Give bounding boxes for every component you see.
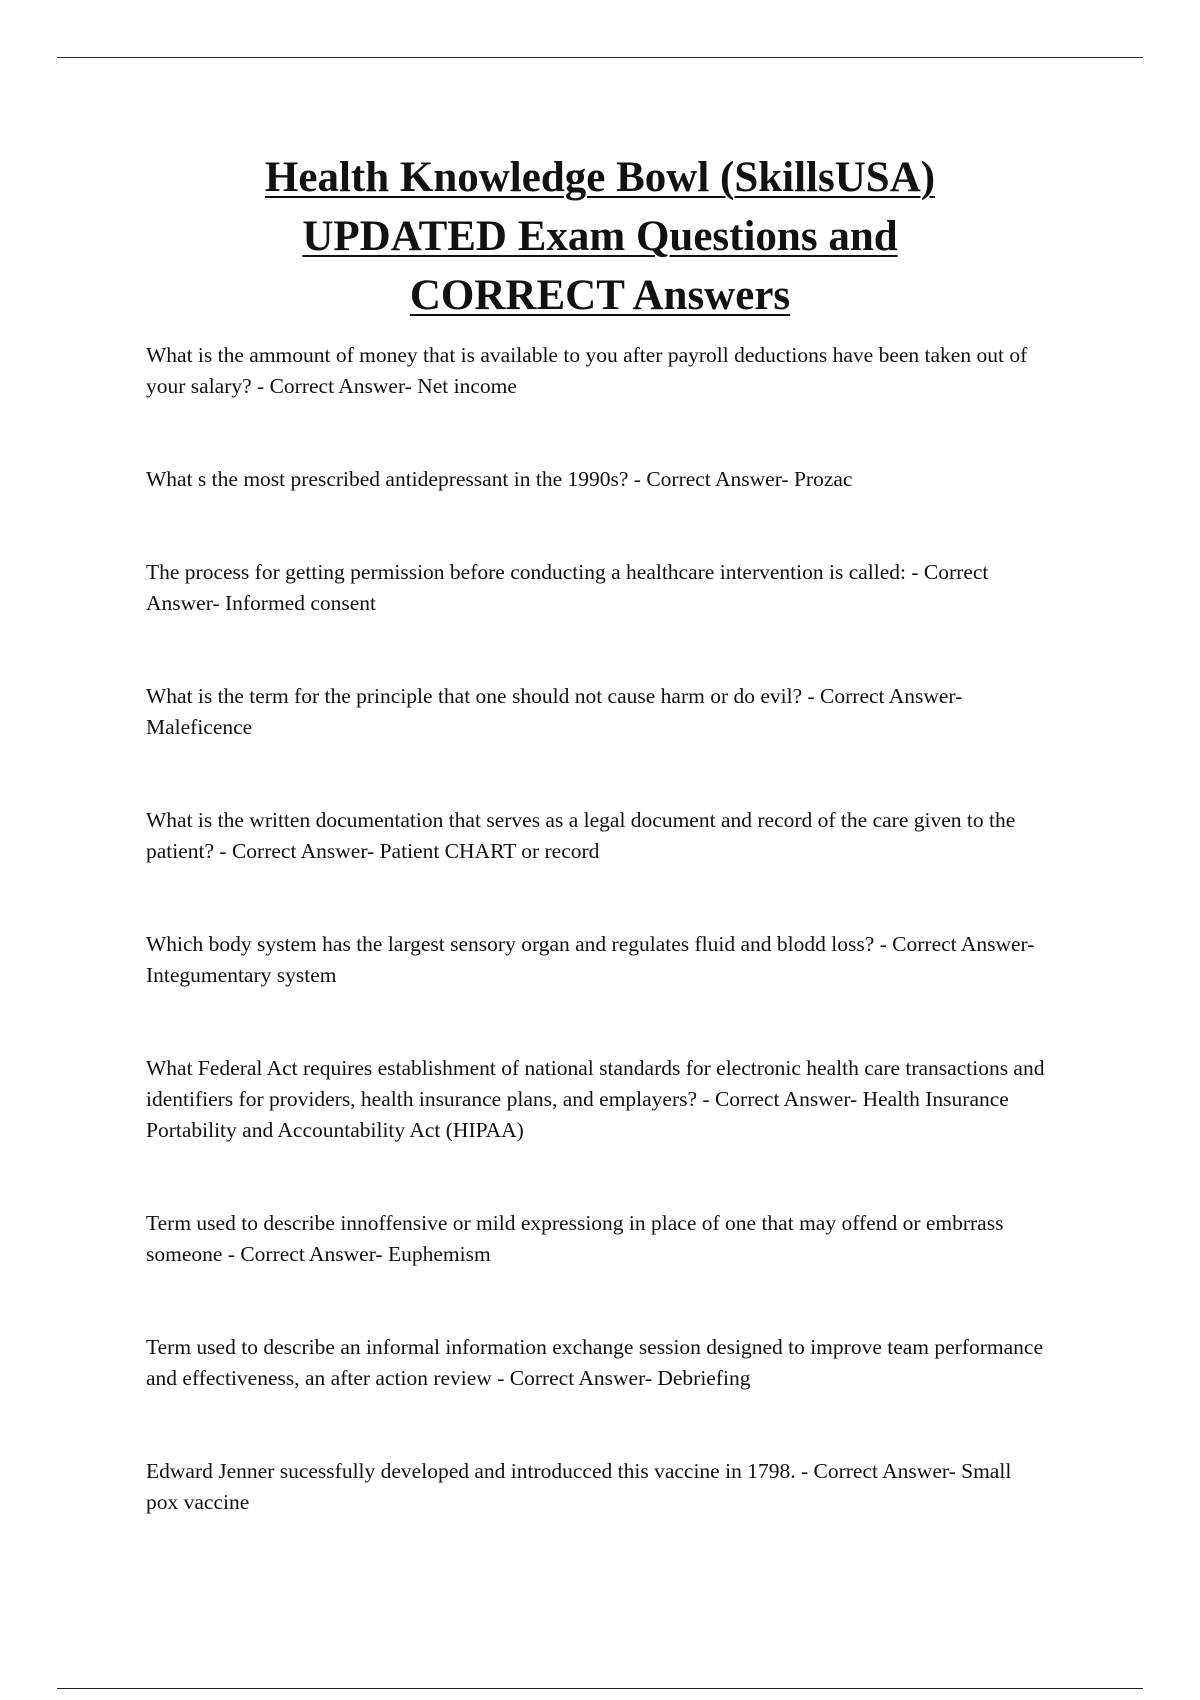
top-rule [57, 57, 1143, 58]
qa-item: Which body system has the largest sensory organ and regulates fluid and blodd loss? - Correct Answer- Integumentary system [146, 932, 1035, 987]
qa-item: What Federal Act requires establishment of national standards for electronic health care transactions and identifiers for providers, health insurance plans, and emplayers? - Correct Answer- Health Insurance Portability and Accountability Act (HIPAA) [146, 1056, 1045, 1142]
qa-item: What s the most prescribed antidepressant in the 1990s? - Correct Answer- Prozac [146, 467, 853, 491]
qa-item: What is the ammount of money that is available to you after payroll deductions have been taken out of your salary? - Correct Answer- Net income [146, 343, 1028, 398]
title-line: CORRECT Answers [409, 272, 791, 319]
bottom-rule [57, 1688, 1143, 1689]
title-line: Health Knowledge Bowl (SkillsUSA) [264, 154, 936, 201]
qa-item: What is the written documentation that serves as a legal document and record of the care given to the patient? - Correct Answer- Patient CHART or record [146, 808, 1016, 863]
qa-item: What is the term for the principle that one should not cause harm or do evil? - Correct Answer- Maleficence [146, 684, 963, 739]
question-answer-list [146, 340, 1046, 1580]
document-title [100, 148, 1100, 325]
title-line: UPDATED Exam Questions and [302, 213, 898, 260]
qa-item: The process for getting permission before conducting a healthcare intervention is called: - Correct Answer- Informed consent [146, 560, 989, 615]
qa-item: Edward Jenner sucessfully developed and introducced this vaccine in 1798. - Correct Answer- Small pox vaccine [146, 1459, 1012, 1514]
qa-item: Term used to describe an informal information exchange session designed to improve team performance and effectiveness, an after action review - Correct Answer- Debriefing [146, 1335, 1044, 1390]
qa-item: Term used to describe innoffensive or mild expressiong in place of one that may offend or embrrass someone - Correct Answer- Euphemism [146, 1211, 1004, 1266]
